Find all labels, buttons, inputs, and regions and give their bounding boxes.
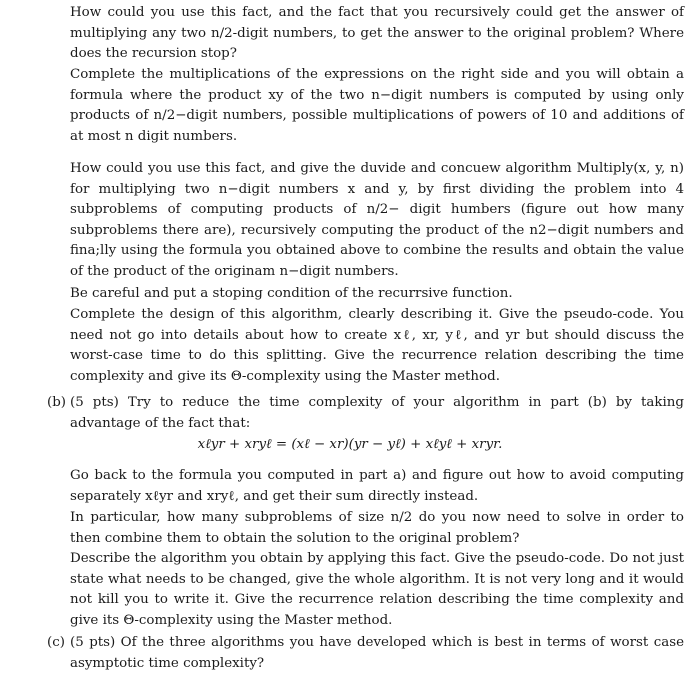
part-a-paragraph-design: Complete the design of this algorithm, clearly describing it. Give the pseudo-code. You need not go into details about how to create xℓ, xr, yℓ, and yr but should discuss the worst-case time to do this splitting. Give the recurrence relation describing the time complexity and give its Θ-complexity using the Master method.: [70, 307, 684, 384]
part-b-formula: xℓyr + xryℓ = (xℓ − xr)(yr − yℓ) + xℓyℓ + xryr.: [197, 437, 503, 452]
part-b-paragraph-intro: (5 pts) Try to reduce the time complexity of your algorithm in part (b) by taking advantage of the fact that:: [70, 395, 684, 431]
part-a-paragraph-recursion: How could you use this fact, and the fact that you recursively could get the answer of multiplying any two n/2-digit numbers, to get the answer to the original problem? Where does the recursion stop?: [70, 5, 684, 62]
part-b-label: (b): [47, 395, 67, 410]
part-a-paragraph-formula: Complete the multiplications of the expressions on the right side and you will obtain a formula where the product xy of the two n−digit numbers is computed by using only products of n/2−digit numbers, possible multiplications of powers of 10 and additions of at most n digit numbers.: [70, 67, 684, 144]
part-b-paragraph-describe: Describe the algorithm you obtain by applying this fact. Give the pseudo-code. Do not just state what needs to be changed, give the whole algorithm. It is not very long and it would not kill you to write it. Give the recurrence relation describing the time complexity and give its Θ-complexity using the Master method.: [70, 551, 684, 628]
part-c-paragraph-question: (5 pts) Of the three algorithms you have developed which is best in terms of worst case asymptotic time complexity?: [70, 635, 684, 671]
part-a-paragraph-stopping: Be careful and put a stoping condition of the recurrsive function.: [70, 286, 513, 301]
part-b-paragraph-subproblems: In particular, how many subproblems of size n/2 do you now need to solve in order to then combine them to obtain the solution to the original problem?: [70, 510, 684, 546]
part-c-label: (c): [47, 635, 65, 650]
part-b-paragraph-reformulate: Go back to the formula you computed in part a) and figure out how to avoid computing separately xℓyr and xryℓ, and get their sum directly instead.: [70, 468, 684, 504]
part-a-paragraph-algorithm: How could you use this fact, and give the duvide and concuew algorithm Multiply(x, y, n) for multiplying two n−digit numbers x and y, by first dividing the problem into 4 subproblems of computing products of n/2− digit humbers (figure out how many subproblems there are), recursively computing the product of the n2−digit numbers and fina;lly using the formula you obtained above to combine the results and obtain the value of the product of the originam n−digit numbers.: [70, 161, 684, 279]
